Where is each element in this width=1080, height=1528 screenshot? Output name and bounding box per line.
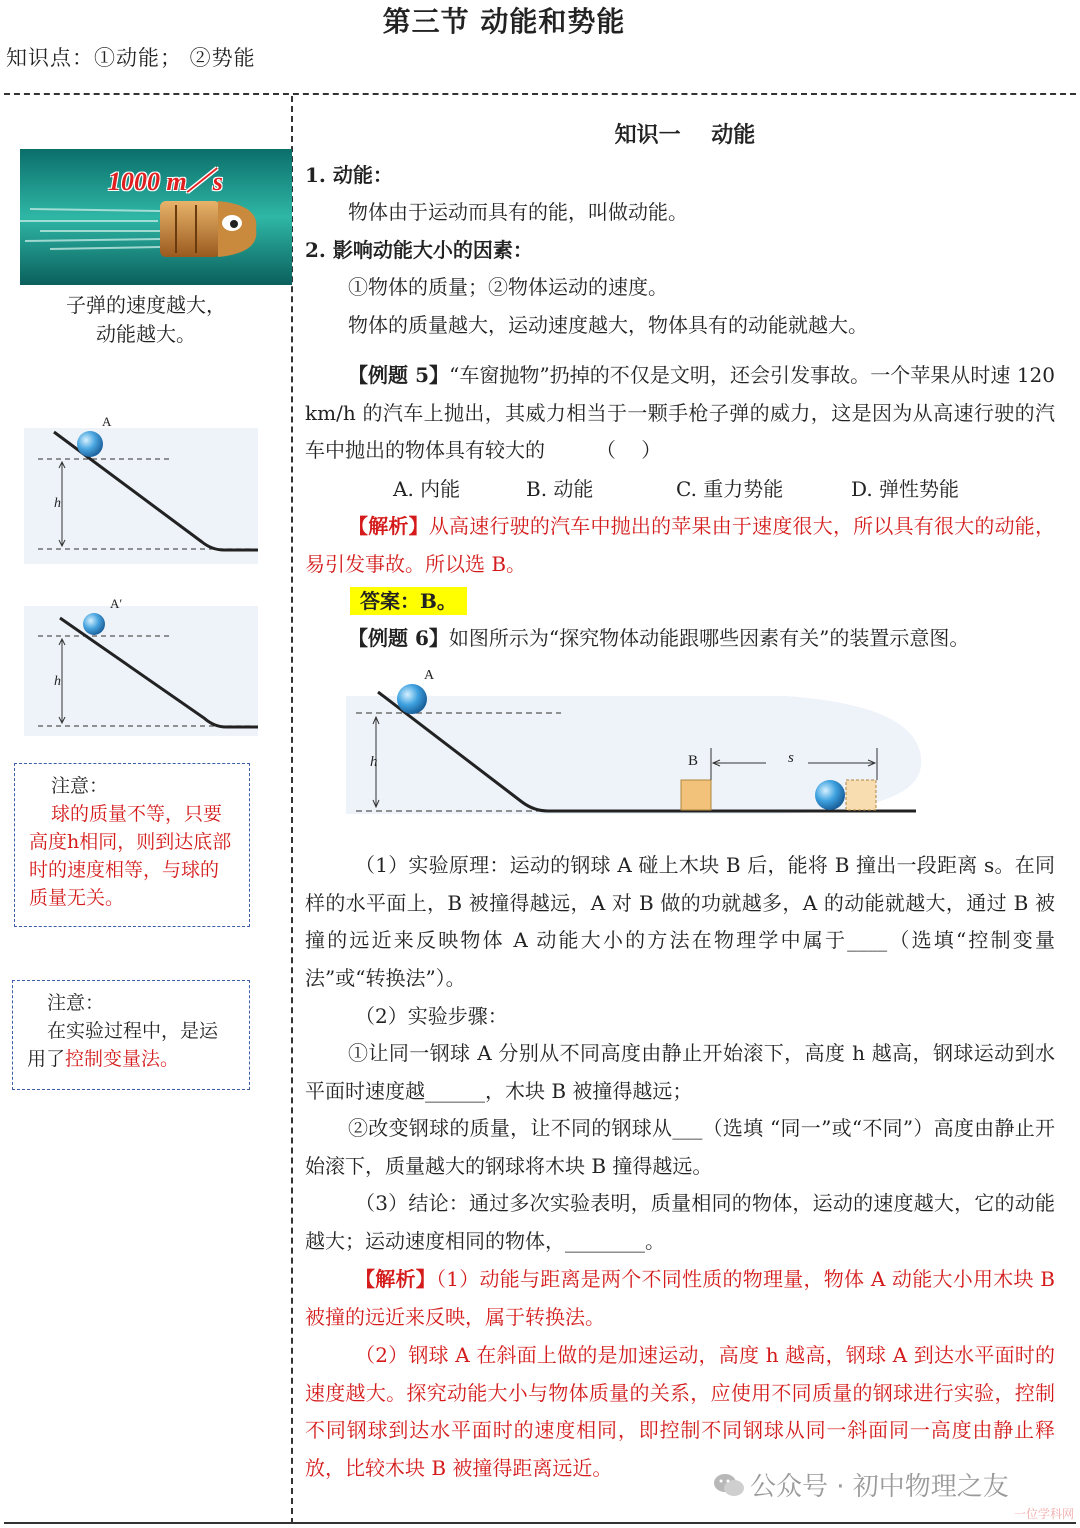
slope-diagram-2 xyxy=(24,596,258,736)
note2-suffix: 。 xyxy=(160,1048,180,1070)
example5-analysis-label: 【解析】 xyxy=(348,514,429,538)
bullet-image xyxy=(20,149,292,285)
note1-heading: 注意： xyxy=(51,775,109,797)
example5-analysis xyxy=(305,508,1055,583)
slope2-height-label: h xyxy=(54,674,61,689)
example5-answer: 答案：B。 xyxy=(350,587,467,615)
slope-diagram-1 xyxy=(24,414,258,564)
watermark-text: 公众号 · 初中物理之友 xyxy=(750,1472,1009,1502)
example5-answer-wrap xyxy=(350,582,467,620)
bullet-caption xyxy=(20,291,272,349)
corner-watermark: 一位学科网 xyxy=(1013,1507,1074,1521)
knowledge-points: 知识点：①动能； ②势能 xyxy=(6,46,256,70)
example5-option-b: B. 动能 xyxy=(526,477,594,501)
example6-analysis2: （2）钢球 A 在斜面上做的是加速运动，高度 h 越高，钢球 A 到达水平面时的速度越大。探究动能大小与物体质量的关系，应使用不同质量的钢球进行实验，控制不同钢球到达水平面时的速度相同，即控制不同钢球从同一斜面同一高度由静止释放，比较木块 B 被撞得距离远近。 xyxy=(305,1343,1055,1480)
wechat-icon xyxy=(712,1471,746,1499)
example6-q3: （3）结论：通过多次实验表明，质量相同的物体，运动的速度越大，它的动能越大；运动速度相同的物体，________。 xyxy=(305,1191,1055,1253)
note2-body-prefix: 在实验过程中，是运用了 xyxy=(27,1020,219,1070)
section-heading: 知识一 动能 xyxy=(614,122,756,148)
bottom-border xyxy=(4,1522,1076,1524)
example5-label: 【例题 5】 xyxy=(348,363,450,387)
diagram-ball-label: A xyxy=(424,668,435,683)
note2-body xyxy=(27,1017,235,1073)
item2-body2: 物体的质量越大，运动速度越大，物体具有的动能就越大。 xyxy=(348,313,868,337)
example6-q2-step1: ①让同一钢球 A 分别从不同高度由静止开始滚下，高度 h 越高，钢球运动到水平面时速度越______，木块 B 被撞得越远； xyxy=(305,1041,1055,1103)
diagram-distance-label: s xyxy=(788,750,794,766)
example6-analysis1-text: （1）动能与距离是两个不同性质的物理量，物体 A 动能大小用木块 B 被撞的远近来反映，属于转换法。 xyxy=(305,1267,1056,1329)
page-title: 第三节 动能和势能 xyxy=(382,5,626,38)
example6-label: 【例题 6】 xyxy=(348,626,449,650)
example5-text: “车窗抛物”扔掉的不仅是文明，还会引发事故。一个苹果从时速 120 km/h 的汽车上抛出，其威力相当于一颗手枪子弹的威力，这是因为从高速行驶的汽车中抛出的物体具有较大的 （ ） xyxy=(305,363,1062,463)
note-box-1 xyxy=(14,763,250,927)
example6-intro-line xyxy=(305,620,1055,658)
example6-q2-step2: ②改变钢球的质量，让不同的钢球从___（选填 “同一”或“不同”）高度由静止开始滚下，质量越大的钢球将木块 B 撞得越远。 xyxy=(305,1116,1055,1178)
slope1-ball-label: A xyxy=(102,414,112,429)
watermark xyxy=(712,1466,1009,1503)
item1-body: 物体由于运动而具有的能，叫做动能。 xyxy=(348,200,688,224)
example6-analysis1 xyxy=(305,1261,1055,1336)
note2-highlight: 控制变量法 xyxy=(65,1048,161,1070)
note-box-2 xyxy=(12,980,250,1090)
item1-title: 1. 动能： xyxy=(305,163,393,187)
column-divider xyxy=(291,96,293,1524)
example6-q2-title: （2）实验步骤： xyxy=(355,1004,508,1028)
item2-title: 2. 影响动能大小的因素： xyxy=(305,238,533,262)
diagram-block-label: B xyxy=(688,753,699,769)
note2-heading: 注意： xyxy=(47,992,105,1014)
slope2-ball-label: A′ xyxy=(110,596,123,611)
bullet-caption-line2: 动能越大。 xyxy=(96,322,196,346)
item2-body1: ①物体的质量；②物体运动的速度。 xyxy=(348,275,668,299)
example6-q1: （1）实验原理：运动的钢球 A 碰上木块 B 后，能将 B 撞出一段距离 s。在同样的水平面上，B 被撞得越远，A 对 B 做的功就越多，A 的动能就越大，通过 B 被撞的远近来反映物体 A 动能大小的方法在物理学中属于____（选填“控制变量法”或“转换法”）。 xyxy=(305,853,1055,990)
example6-analysis-label: 【解析】 xyxy=(355,1267,437,1291)
slope1-height-label: h xyxy=(54,496,61,511)
example5-option-a: A. 内能 xyxy=(393,477,461,501)
example6-intro: 如图所示为“探究物体动能跟哪些因素有关”的装置示意图。 xyxy=(448,626,970,650)
example5-analysis-text: 从高速行驶的汽车中抛出的苹果由于速度很大，所以具有很大的动能，易引发事故。所以选 B。 xyxy=(305,514,1056,576)
example5-option-d: D. 弹性势能 xyxy=(851,477,960,501)
example5-question xyxy=(305,357,1062,470)
example6-diagram xyxy=(346,666,926,826)
diagram-height-label: h xyxy=(370,754,378,770)
example5-option-c: C. 重力势能 xyxy=(676,477,784,501)
speed-label: 1000 m／s xyxy=(108,167,223,196)
bullet-caption-line1: 子弹的速度越大， xyxy=(66,293,226,317)
header-divider xyxy=(4,93,1076,95)
note1-body: 球的质量不等，只要高度h相同，则到达底部时的速度相等，与球的质量无关。 xyxy=(29,803,232,909)
